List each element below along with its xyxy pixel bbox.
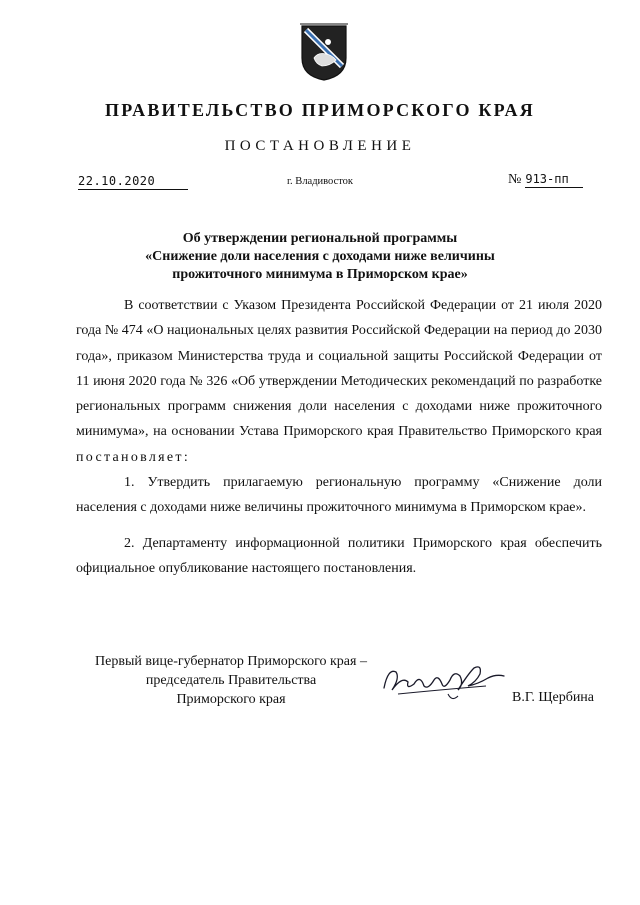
signer-position-line: Приморского края <box>176 692 286 707</box>
document-city: г. Владивосток <box>286 176 354 187</box>
document-date: 22.10.2020 <box>78 174 188 190</box>
document-body <box>76 293 602 581</box>
signer-position-line: председатель Правительства <box>145 673 317 688</box>
handwritten-signature-icon <box>378 660 518 706</box>
document-type: ПОСТАНОВЛЕНИЕ <box>224 138 416 154</box>
preamble-paragraph <box>76 293 602 470</box>
government-title: ПРАВИТЕЛЬСТВО ПРИМОРСКОГО КРАЯ <box>105 100 535 120</box>
resolves-word: постановляет: <box>76 449 191 465</box>
signer-name: В.Г. Щербина <box>512 690 595 705</box>
preamble-text: В соответствии с Указом Президента Российской Федерации от 21 июля 2020 года № 474 «О национальных целях развития Российской Федерации на период до 2030 года», приказом Министерства труда и социальной защиты Российской Федерации от 11 июня 2020 года № 326 «Об утверждении Методических рекомендаций по разработке региональных программ снижения доли населения с доходами ниже прожиточного минимума», на основании Устава Приморского края Правительство Приморского края <box>76 298 602 440</box>
signer-position <box>76 652 386 709</box>
coat-of-arms-icon <box>298 22 350 82</box>
resolution-item-1: 1. Утвердить прилагаемую региональную программу «Снижение доли населения с доходами ниже величины прожиточного минимума в Приморском крае». <box>76 475 602 516</box>
subject-line: Об утверждении региональной программы <box>182 231 458 246</box>
number-sign: № <box>508 172 522 187</box>
document-subject <box>100 230 540 284</box>
subject-line: прожиточного минимума в Приморском крае» <box>172 267 468 282</box>
number-value: 913-пп <box>525 172 583 188</box>
subject-line: «Снижение доли населения с доходами ниже величины <box>145 249 495 264</box>
document-number <box>508 172 583 188</box>
signer-position-line: Первый вице-губернатор Приморского края – <box>95 654 367 669</box>
resolution-item-2: 2. Департаменту информационной политики Приморского края обеспечить официальное опубликование настоящего постановления. <box>76 535 602 576</box>
